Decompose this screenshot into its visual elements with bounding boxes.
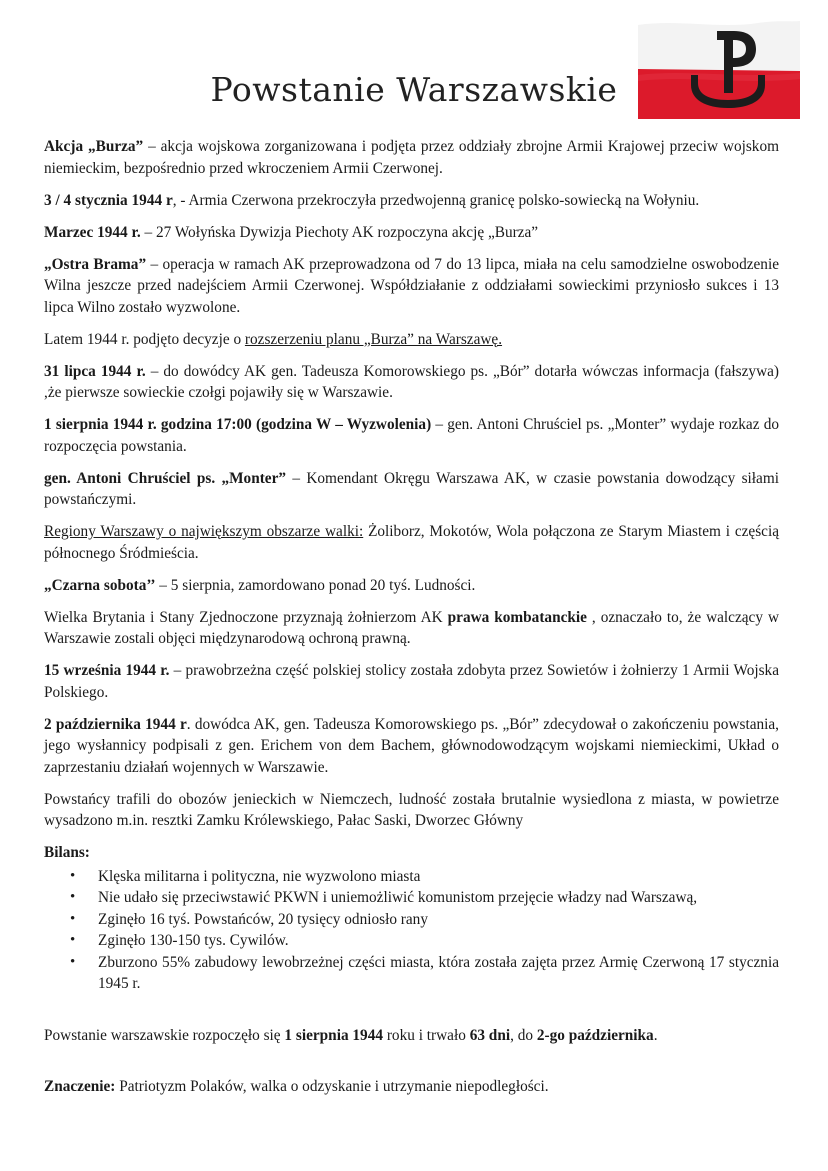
paragraph-1-sierpnia: 1 sierpnia 1944 r. godzina 17:00 (godzina W – Wyzwolenia) – gen. Antoni Chruściel ps. „Monter” wydaje rozkaz do rozpoczęcia powstania. — [44, 416, 779, 455]
paragraph-powstancy: Powstańcy trafili do obozów jenieckich w Niemczech, ludność została brutalnie wysiedlona z miasta, w powietrze wysadzono m.in. resztki Zamku Królewskiego, Pałac Saski, Dworzec Główny — [44, 790, 779, 829]
paragraph-31-lipca: 31 lipca 1944 r. – do dowódcy AK gen. Tadeusza Komorowskiego ps. „Bór” dotarła wówczas informacja (fałszywa) ,że pierwsze sowieckie czołgi pojawiły się w Warszawie. — [44, 362, 779, 401]
paragraph-marzec-1944: Marzec 1944 r. – 27 Wołyńska Dywizja Piechoty AK rozpoczyna akcję „Burza” — [44, 223, 539, 241]
paragraph-15-wrzesnia: 15 września 1944 r. – prawobrzeżna część polskiej stolicy została zdobyta przez Sowietów i żołnierzy 1 Armii Wojska Polskiego. — [44, 662, 779, 701]
bilans-list — [44, 866, 779, 995]
kotwica-icon — [638, 19, 800, 119]
paragraph-ostra-brama: „Ostra Brama” – operacja w ramach AK przeprowadzona od 7 do 13 lipca, miała na celu samodzielne oswobodzenie Wilna jeszcze przed nadejściem Armii Czerwonej. Współdziałanie z oddziałami sowieckimi przyniosło sukces i 13 lipca Wilno zostało wyzwolone. — [44, 255, 779, 316]
paragraph-styczen-1944: 3 / 4 stycznia 1944 r, - Armia Czerwona przekroczyła przedwojenną granicę polsko-sowiecką na Wołyniu. — [44, 191, 700, 209]
paragraph-prawa-kombatanckie: Wielka Brytania i Stany Zjednoczone przyznają żołnierzom AK prawa kombatanckie , oznaczało to, że walczący w Warszawie zostali objęci międzynarodową ochroną prawną. — [44, 608, 780, 647]
meaning-line: Znaczenie: Patriotyzm Polaków, walka o odzyskanie i utrzymanie niepodległości. — [44, 1078, 549, 1095]
list-item: • Nie udało się przeciwstawić PKWN i uniemożliwić komunistom przejęcie władzy nad Warszawą, — [98, 887, 779, 909]
paragraph-2-pazdziernika: 2 października 1944 r. dowódca AK, gen. Tadeusza Komorowskiego ps. „Bór” zdecydował o zakończeniu powstania, jego wysłannicy podpisali z gen. Erichem von dem Bachem, głównodowodzącym wojskami niemieckimi, Układ o zaprzestaniu działań wojennych w Warszawie. — [44, 715, 779, 776]
paragraph-akcja-burza: Akcja „Burza” – akcja wojskowa zorganizowana i podjęta przez oddziały zbrojne Armii Krajowej przeciw wojskom niemieckim, bezpośrednio przed wkroczeniem Armii Czerwonej. — [44, 138, 779, 177]
paragraph-regiony: Regiony Warszawy o największym obszarze walki: Żoliborz, Mokotów, Wola połączona ze Starym Miastem i częścią północnego Śródmieścia. — [44, 523, 779, 562]
paragraph-monter: gen. Antoni Chruściel ps. „Monter” – Komendant Okręgu Warszawa AK, w czasie powstania dowodzący siłami powstańczymi. — [44, 469, 779, 508]
bilans-heading: Bilans: — [44, 844, 90, 861]
summary-line: Powstanie warszawskie rozpoczęło się 1 sierpnia 1944 roku i trwało 63 dni, do 2-go października. — [44, 1027, 658, 1044]
paragraph-latem-1944: Latem 1944 r. podjęto decyzje o rozszerzeniu planu „Burza” na Warszawę. — [44, 330, 503, 348]
list-item: • Zburzono 55% zabudowy lewobrzeżnej części miasta, która została zajęta przez Armię Czerwoną 17 stycznia 1945 r. — [98, 952, 779, 995]
list-item: • Zginęło 16 tyś. Powstańców, 20 tysięcy odniosło rany — [98, 909, 779, 931]
list-item: • Zginęło 130-150 tys. Cywilów. — [98, 930, 779, 952]
list-item: • Klęska militarna i polityczna, nie wyzwolono miasta — [98, 866, 779, 888]
paragraph-czarna-sobota: „Czarna sobota’’ – 5 sierpnia, zamordowano ponad 20 tyś. Ludności. — [44, 576, 476, 594]
page-title: Powstanie Warszawskie — [210, 70, 618, 110]
document-body — [44, 136, 779, 995]
